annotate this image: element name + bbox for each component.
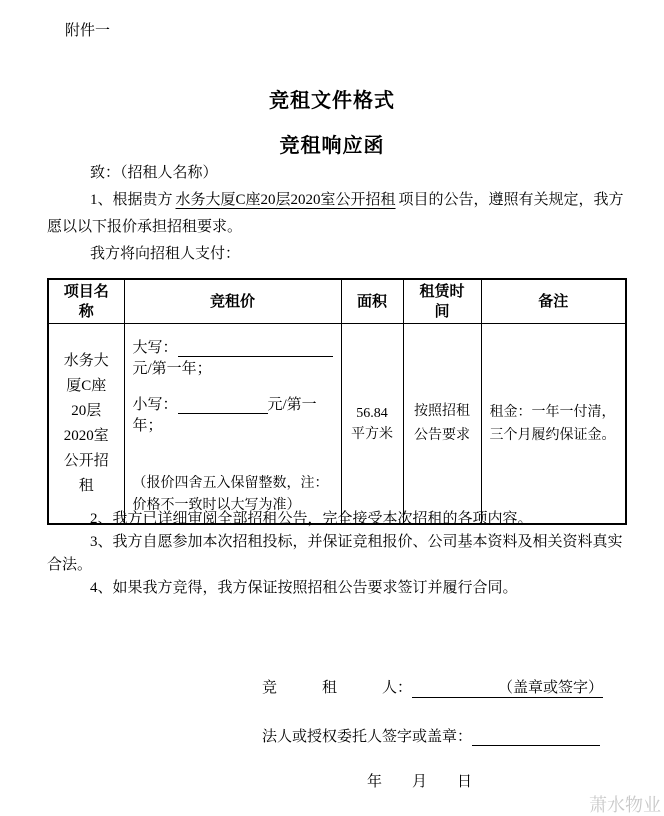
price-upper-label: 大写： <box>132 340 178 356</box>
col-header-area: 面积 <box>341 279 403 324</box>
legal-signature-line <box>262 725 600 746</box>
price-lower-line <box>133 393 333 435</box>
paragraph-1-prefix: 1、根据贵方 <box>90 192 173 208</box>
attachment-label: 附件一 <box>65 23 111 39</box>
price-lower-blank-line <box>178 398 268 414</box>
area-value: 56.84 <box>356 405 388 421</box>
price-upper-blank-line <box>178 340 333 357</box>
price-upper-unit: 元/第一年； <box>132 361 212 377</box>
paragraph-4: 4、如果我方竞得，我方保证按照招租公告要求签订并履行合同。 <box>90 580 518 596</box>
document-subtitle: 竞租响应函 <box>279 135 385 157</box>
price-lower-unit: 元/第一年； <box>132 397 317 434</box>
col-header-project-name: 项目名称 <box>48 279 124 324</box>
bidder-seal-note: （盖章或签字） <box>498 680 604 696</box>
legal-label: 法人或授权委托人签字或盖章： <box>262 729 473 745</box>
price-upper-line <box>133 336 333 357</box>
salutation: 致：（招租人名称） <box>90 165 218 181</box>
remark-cell: 租金：一年一付清，三个月履约保证金。 <box>481 324 626 525</box>
intro-section <box>47 160 625 268</box>
paragraph-1 <box>47 187 625 241</box>
project-name-underlined: 水务大厦C座20层2020室公开招租 <box>175 192 396 208</box>
bid-table <box>47 278 627 525</box>
col-header-bid-price: 竞租价 <box>124 279 341 324</box>
col-header-lease-term: 租赁时间 <box>403 279 481 324</box>
bidder-blank-line <box>412 676 603 698</box>
legal-blank-line <box>472 730 600 746</box>
paragraph-2: 2、我方已详细审阅全部招租公告，完全接受本次招租的各项内容。 <box>90 511 533 527</box>
area-unit: 平方米 <box>351 426 393 442</box>
project-name-cell: 水务大厦C座20层2020室公开招租 <box>48 324 124 525</box>
bidder-label: 竞 租 人： <box>262 680 413 696</box>
col-header-remark: 备注 <box>481 279 626 324</box>
table-row <box>48 324 626 525</box>
bidder-signature-line <box>262 676 603 698</box>
document-title: 竞租文件格式 <box>269 90 395 112</box>
table-header-row <box>48 279 626 324</box>
terms-section <box>47 508 625 600</box>
paragraph-1-suffix: 项目的公告，遵照有关规定，我方愿以以下报价承担招租要求。 <box>47 192 624 235</box>
price-lower-label: 小写： <box>132 397 178 413</box>
payment-intro: 我方将向招租人支付： <box>90 246 241 262</box>
price-note: （报价四舍五入保留整数，注：价格不一致时以大写为准） <box>132 476 329 513</box>
paragraph-3: 3、我方自愿参加本次招租投标，并保证竞租报价、公司基本资料及相关资料真实合法。 <box>47 534 623 573</box>
date-line: 年 月 日 <box>367 774 473 790</box>
watermark: 萧水物业 <box>589 795 661 815</box>
lease-term-cell: 按照招租公告要求 <box>403 324 481 525</box>
bid-price-cell <box>124 324 341 525</box>
area-cell <box>341 324 403 525</box>
